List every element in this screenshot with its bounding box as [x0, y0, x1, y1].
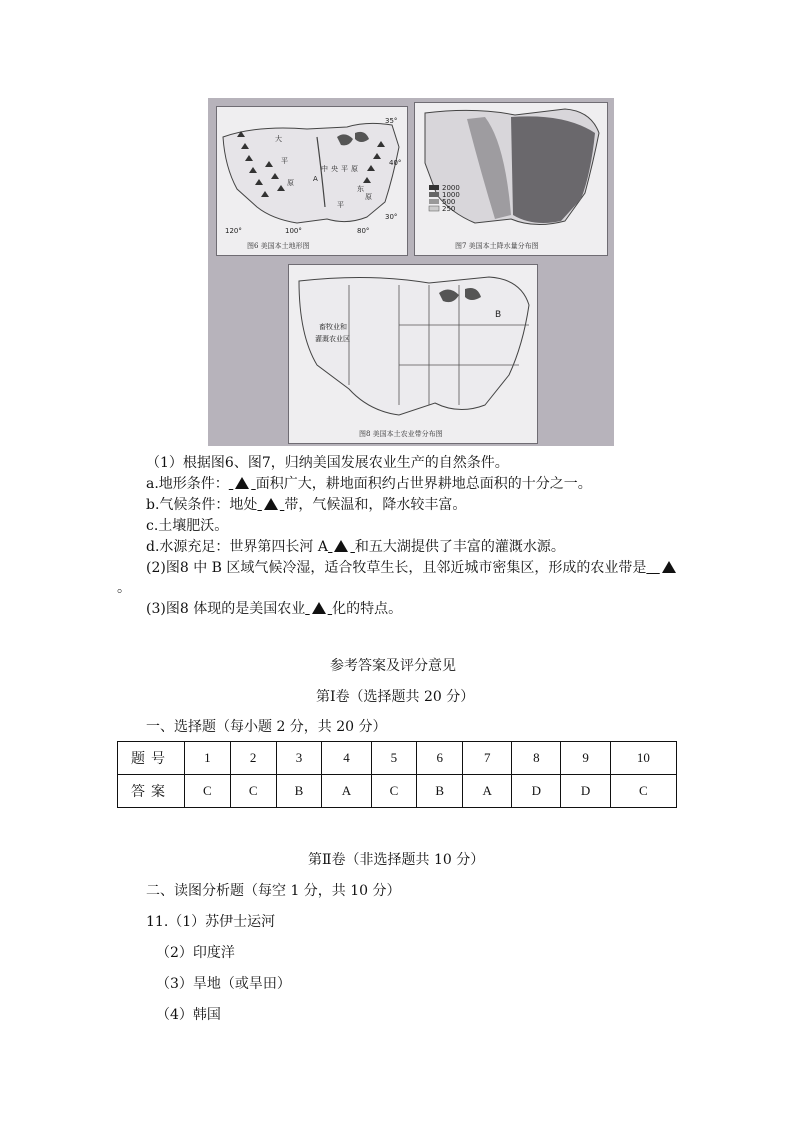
fig6-caption: 图6 美国本土地形图 [247, 242, 310, 250]
fig6-label-11: 35° [385, 117, 398, 125]
fig6-label-7: 东 [357, 185, 364, 193]
fig6-label-12: 40° [389, 159, 402, 167]
answers-section1: 一、选择题（每小题 2 分，共 20 分） [146, 719, 387, 735]
fig6-label-10: A [313, 175, 318, 183]
fig6-label-6: 原 [351, 165, 358, 173]
q1a-blank [229, 476, 256, 492]
answers-title: 参考答案及评分意见 [330, 658, 456, 674]
fig6-label-2: 原 [287, 179, 294, 187]
table-cell: B [276, 775, 322, 808]
fig6-label-1: 平 [281, 157, 288, 165]
fig6-label-4: 央 [331, 165, 338, 173]
q1b-prefix: b.气候条件：地处 [146, 497, 258, 513]
fig8-label-1: 灌溉农业区 [315, 335, 350, 343]
q1d-suffix: 和五大湖提供了丰富的灌溉水源。 [354, 539, 565, 555]
table-cell: A [463, 775, 512, 808]
table-cell: 5 [371, 742, 417, 775]
q1b-blank [257, 497, 284, 513]
table-cell: D [512, 775, 561, 808]
table-cell: 9 [561, 742, 610, 775]
table-row-numbers [118, 742, 677, 775]
fig8-map-drawing [289, 265, 537, 425]
q1d-prefix: d.水源充足：世界第四长河 A [146, 539, 328, 555]
table-cell: B [417, 775, 463, 808]
fig6-label-15: 100° [285, 227, 302, 235]
q1d-blank [328, 539, 355, 555]
fig6-label-16: 80° [357, 227, 370, 235]
fig7-map-drawing [415, 103, 607, 235]
table-cell: 2 [230, 742, 276, 775]
fig6-label-0: 大 [275, 135, 282, 143]
fig7-precipitation-map [414, 102, 608, 256]
table-row-answers [118, 775, 677, 808]
table-cell: 10 [610, 742, 676, 775]
blank-triangle-icon [312, 602, 326, 614]
fig7-legend-1: 1000 [442, 191, 460, 199]
fig6-label-9: 平 [337, 201, 344, 209]
table-cell: 1 [185, 742, 231, 775]
answers-part1: 第Ⅰ卷（选择题共 20 分） [316, 689, 475, 705]
answers-part2: 第Ⅱ卷（非选择题共 10 分） [308, 852, 485, 868]
fig7-legend-2: 500 [442, 198, 456, 206]
table-header-answer: 答案 [118, 775, 185, 808]
fig7-legend-3: 250 [442, 205, 456, 213]
q1a-prefix: a.地形条件： [146, 476, 229, 492]
table-cell: 3 [276, 742, 322, 775]
table-cell: 8 [512, 742, 561, 775]
answer-table [117, 741, 677, 808]
fig6-label-5: 平 [341, 165, 348, 173]
fig7-caption: 图7 美国本土降水量分布图 [455, 242, 539, 250]
question-1b [146, 494, 466, 514]
table-cell: C [371, 775, 417, 808]
blank-triangle-icon [264, 498, 278, 510]
answer-11-2: （2）印度洋 [156, 945, 235, 961]
q1a-suffix: 面积广大，耕地面积约占世界耕地总面积的十分之一。 [255, 476, 592, 492]
table-cell: C [230, 775, 276, 808]
table-cell: 7 [463, 742, 512, 775]
table-cell: 4 [322, 742, 371, 775]
answer-11-1: 11.（1）苏伊士运河 [146, 914, 276, 930]
q3-blank [305, 601, 332, 617]
blank-triangle-icon [334, 540, 348, 552]
question-1a [146, 473, 592, 493]
blank-triangle-icon [235, 477, 249, 489]
table-header-number: 题号 [118, 742, 185, 775]
question-1c: c.土壤肥沃。 [146, 518, 229, 534]
fig8-agriculture-belt-map [288, 264, 538, 444]
answers-section2: 二、读图分析题（每空 1 分，共 10 分） [146, 883, 401, 899]
answer-11-4: （4）韩国 [156, 1007, 221, 1023]
table-cell: A [322, 775, 371, 808]
fig8-label-0: 畜牧业和 [319, 323, 347, 331]
question-2 [146, 557, 678, 577]
q2-blank [646, 560, 677, 576]
question-3 [146, 598, 402, 618]
q3-prefix: (3)图8 体现的是美国农业 [146, 601, 306, 617]
fig6-terrain-map [216, 106, 408, 256]
fig8-caption: 图8 美国本土农业带分布图 [359, 430, 443, 438]
fig7-legend-0: 2000 [442, 184, 460, 192]
table-cell: C [610, 775, 676, 808]
fig8-label-2: B [495, 310, 502, 320]
question-1-intro: （1）根据图6、图7，归纳美国发展农业生产的自然条件。 [146, 455, 509, 471]
figure-panel [208, 98, 614, 446]
fig6-label-3: 中 [321, 165, 328, 173]
question-2-end: 。 [117, 580, 131, 596]
table-cell: 6 [417, 742, 463, 775]
table-cell: C [185, 775, 231, 808]
answer-11-3: （3）旱地（或旱田） [156, 976, 291, 992]
q3-suffix: 化的特点。 [332, 601, 403, 617]
fig6-label-8: 原 [365, 193, 372, 201]
table-cell: D [561, 775, 610, 808]
fig6-label-14: 120° [225, 227, 242, 235]
fig6-label-13: 30° [385, 213, 398, 221]
q2-text: (2)图8 中 B 区域气候冷湿，适合牧草生长，且邻近城市密集区，形成的农业带是 [146, 560, 647, 576]
question-1d [146, 536, 565, 556]
blank-triangle-icon [662, 561, 676, 573]
fig6-map-drawing [217, 107, 407, 237]
q1b-suffix: 带，气候温和，降水较丰富。 [284, 497, 467, 513]
